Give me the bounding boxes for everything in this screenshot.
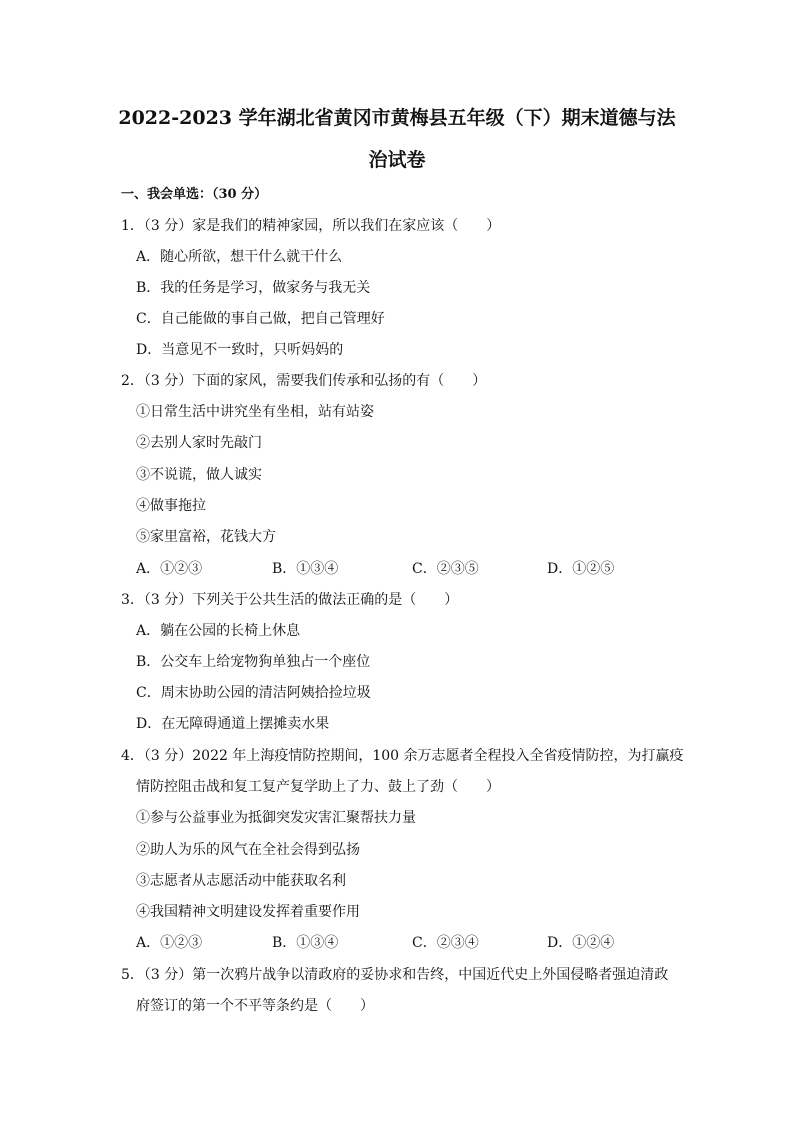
question-3-stem: 3．（3 分）下列关于公共生活的做法正确的是（ ） — [121, 592, 459, 608]
question-2-choice-d: D．①②⑤ — [547, 561, 615, 577]
question-5-stem: 5．（3 分）第一次鸦片战争以清政府的妥协求和告终，中国近代史上外国侵略者强迫清政 — [121, 967, 669, 983]
question-2-item-2: ②去别人家时先敲门 — [136, 435, 262, 451]
question-4-choice-b: B．①③④ — [272, 935, 339, 951]
question-2-stem: 2．（3 分）下面的家风，需要我们传承和弘扬的有（ ） — [121, 373, 487, 389]
question-3-option-a: A．躺在公园的长椅上休息 — [136, 623, 301, 639]
question-4-choice-d: D．①②④ — [547, 935, 615, 951]
exam-title-line-1: 2022-2023 学年湖北省黄冈市黄梅县五年级（下）期末道德与法 — [118, 107, 676, 129]
question-1-stem: 1．（3 分）家是我们的精神家园，所以我们在家应该（ ） — [121, 218, 501, 234]
question-3-option-c: C．周末协助公园的清洁阿姨拾捡垃圾 — [136, 685, 371, 701]
question-4-choice-a: A．①②③ — [136, 935, 203, 951]
question-2-choice-c: C．②③⑤ — [412, 561, 479, 577]
question-4-item-2: ②助人为乐的风气在全社会得到弘扬 — [136, 842, 360, 858]
question-3-option-d: D．在无障碍通道上摆摊卖水果 — [136, 716, 330, 732]
question-1-option-b: B．我的任务是学习，做家务与我无关 — [136, 280, 371, 296]
question-4-item-3: ③志愿者从志愿活动中能获取名利 — [136, 873, 346, 889]
question-2-item-5: ⑤家里富裕，花钱大方 — [136, 529, 276, 545]
question-4-stem-continued: 情防控阻击战和复工复产复学助上了力、鼓上了劲（ ） — [136, 779, 500, 795]
question-3-option-b: B．公交车上给宠物狗单独占一个座位 — [136, 654, 371, 670]
question-2-item-4: ④做事拖拉 — [136, 498, 206, 514]
question-4-item-4: ④我国精神文明建设发挥着重要作用 — [136, 904, 360, 920]
question-1-option-c: C．自己能做的事自己做，把自己管理好 — [136, 311, 385, 327]
question-2-item-3: ③不说谎，做人诚实 — [136, 467, 262, 483]
question-1-option-d: D．当意见不一致时，只听妈妈的 — [136, 342, 344, 358]
question-4-stem: 4．（3 分）2022 年上海疫情防控期间，100 余万志愿者全程投入全省疫情防控，为打赢疫 — [121, 748, 684, 764]
exam-title-line-2: 治试卷 — [368, 149, 426, 171]
question-2-item-1: ①日常生活中讲究坐有坐相，站有站姿 — [136, 404, 374, 420]
question-5-stem-continued: 府签订的第一个不平等条约是（ ） — [136, 998, 374, 1014]
question-1-option-a: A．随心所欲，想干什么就干什么 — [136, 249, 343, 265]
question-2-choice-b: B．①③④ — [272, 561, 339, 577]
section-heading: 一、我会单选：（30 分） — [121, 187, 268, 202]
question-4-choice-c: C．②③④ — [412, 935, 479, 951]
question-4-item-1: ①参与公益事业为抵御突发灾害汇聚帮扶力量 — [136, 810, 416, 826]
question-2-choice-a: A．①②③ — [136, 561, 203, 577]
